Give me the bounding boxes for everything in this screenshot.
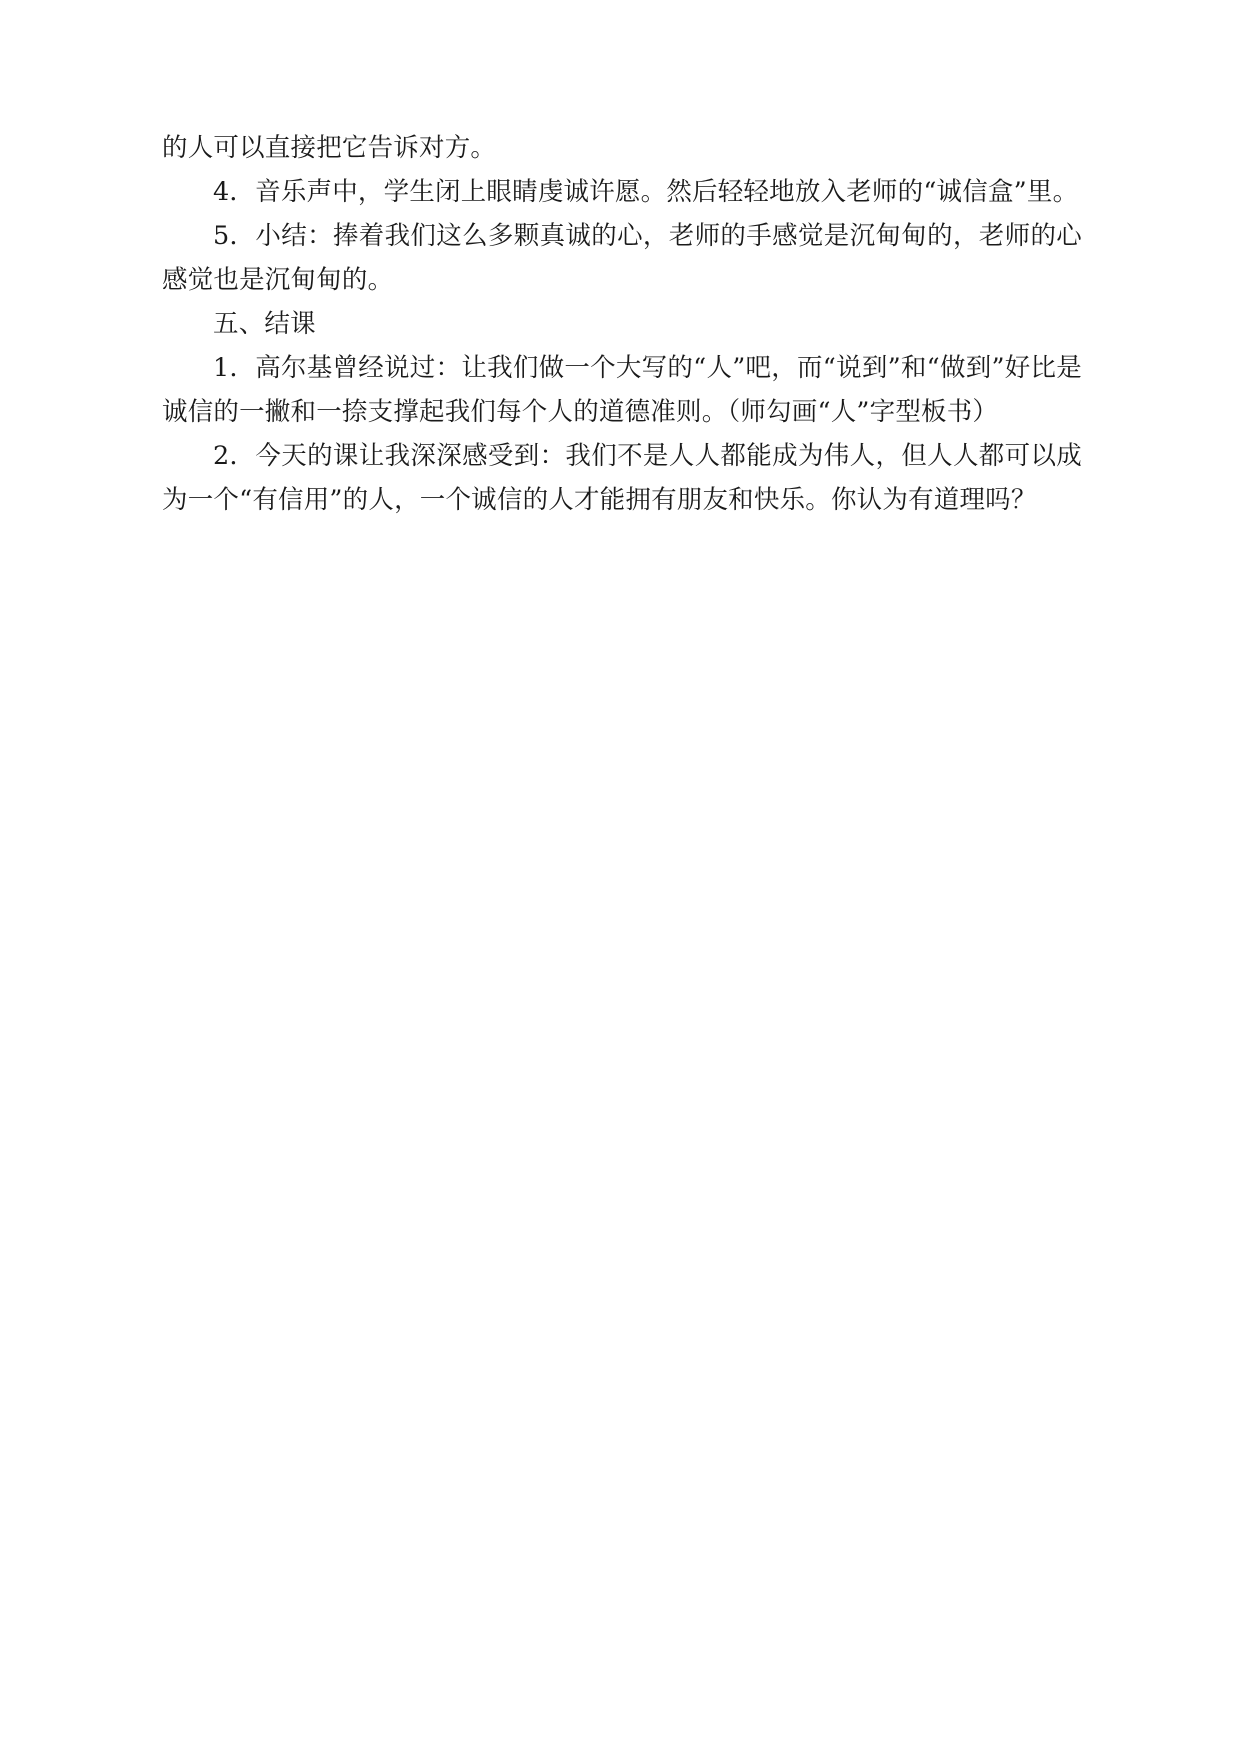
document-body — [162, 126, 1082, 522]
paragraph-item-1: 1．高尔基曾经说过：让我们做一个大写的“人”吧，而“说到”和“做到”好比是诚信的一撇和一捺支撑起我们每个人的道德准则。（师勾画“人”字型板书） — [162, 353, 1082, 427]
paragraph-continuation: 的人可以直接把它告诉对方。 — [162, 133, 497, 163]
paragraph-item-5: 5．小结：捧着我们这么多颗真诚的心，老师的手感觉是沉甸甸的，老师的心感觉也是沉甸甸的。 — [162, 221, 1082, 295]
paragraph-item-2: 2．今天的课让我深深感受到：我们不是人人都能成为伟人，但人人都可以成为一个“有信用”的人，一个诚信的人才能拥有朋友和快乐。你认为有道理吗？ — [162, 441, 1082, 515]
paragraph-section-five: 五、结课 — [213, 309, 316, 339]
paragraph-item-4: 4．音乐声中，学生闭上眼睛虔诚许愿。然后轻轻地放入老师的“诚信盒”里。 — [213, 177, 1079, 207]
